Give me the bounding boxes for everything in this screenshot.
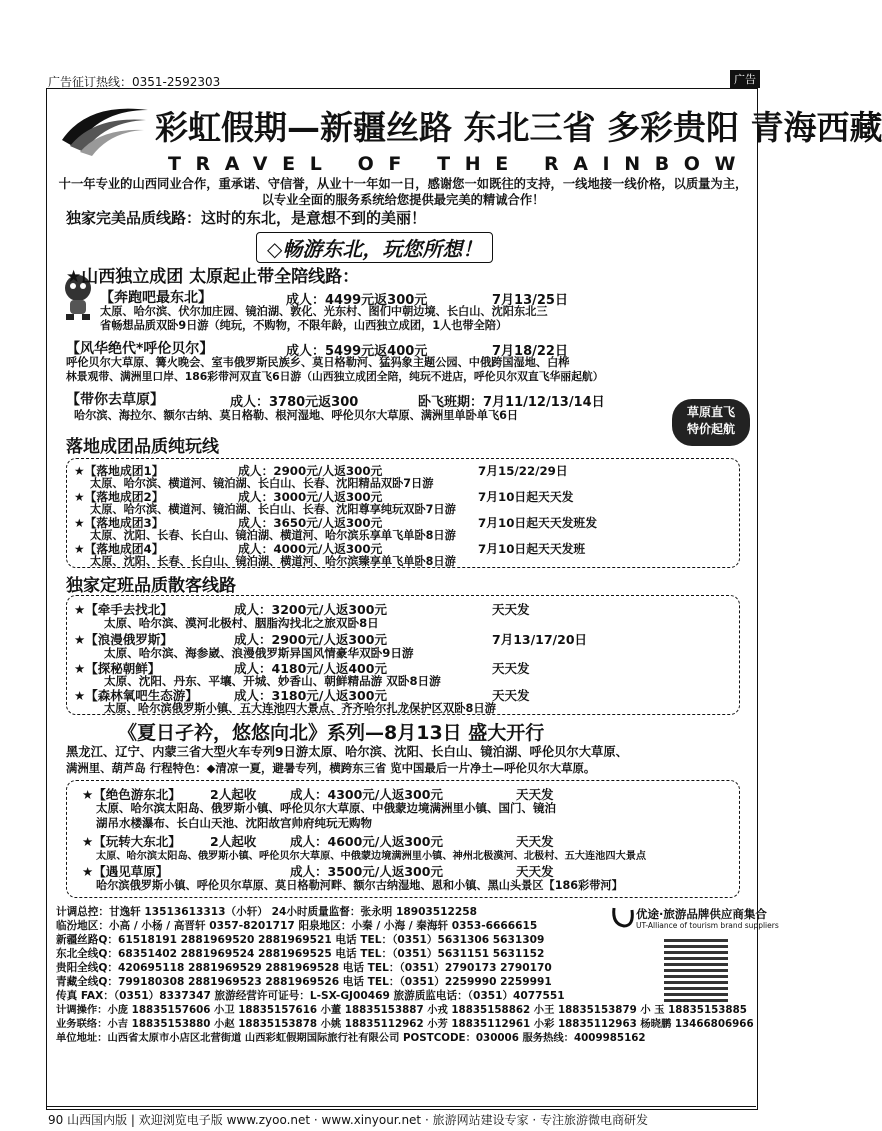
section-fixed-departure: 独家定班品质散客线路 <box>66 576 236 596</box>
contact-line: 计调总控：甘逸轩 13513613313（小轩） 24小时质量监督：张永明 18903512258 <box>56 906 478 918</box>
group-item-date: 天天发 <box>492 661 530 676</box>
group-item-name: ★【牵手去找北】 <box>74 602 173 617</box>
ad-hotline: 广告征订热线：0351-2592303 <box>48 75 221 89</box>
train-desc: 黑龙江、辽宁、内蒙三省大型火车专列9日游太原、哈尔滨、沈阳、长白山、镜泊湖、呼伦贝尔大草原、 <box>66 745 628 759</box>
product-date: 7月13/25日 <box>492 293 568 308</box>
section-summer-train: 《夏日孑衿，悠悠向北》系列—8月13日 盛大开行 <box>118 722 545 744</box>
group-item-price: 成人：3000元/人返300元 <box>238 490 383 504</box>
product-name: 【风华绝代*呼伦贝尔】 <box>66 341 214 357</box>
train-desc: 满洲里、葫芦岛 行程特色：◆清凉一夏，避暑专列，横跨东三省 览中国最后一片净土—呼伦贝尔大草原。 <box>66 761 596 775</box>
ut-alliance-logo-icon <box>610 904 636 930</box>
group-item-name: ★【浪漫俄罗斯】 <box>74 632 173 647</box>
group-item-price: 成人：4600元/人返300元 <box>290 834 443 849</box>
brand-subtitle: UT-Alliance of tourism brand suppliers <box>636 921 779 930</box>
group-item-desc: 太原、哈尔滨、漠河北极村、胭脂沟找北之旅双卧8日 <box>104 616 379 630</box>
group-item-date: 天天发 <box>516 864 554 879</box>
product-date: 7月18/22日 <box>492 344 568 359</box>
contact-line: 贵阳全线Q：420695118 2881969529 2881969528 电话 TEL：（0351）2790173 2790170 <box>56 962 552 974</box>
group-item-date: 7月13/17/20日 <box>492 632 588 647</box>
product-desc: 哈尔滨、海拉尔、额尔古纳、莫日格勒、根河湿地、呼伦贝尔大草原、满洲里单卧单飞6日 <box>74 409 519 422</box>
group-item-price: 成人：3200元/人返300元 <box>234 602 387 617</box>
slogan-enjoy: ◇畅游东北，玩您所想！ <box>256 232 493 263</box>
product-desc: 呼伦贝尔大草原、篝火晚会、室韦俄罗斯民族乡、莫日格勒河、猛犸象主题公园、中俄跨国湿地、白桦 <box>66 356 570 369</box>
group-item-note: 2人起收 <box>210 787 257 802</box>
group-item-price: 成人：2900元/人返300元 <box>234 632 387 647</box>
contact-line: 计调操作：小庞 18835157606 小卫 18835157616 小董 18835153887 小戎 18835158862 小王 18835153879 小 玉 18835153885 <box>56 1004 747 1016</box>
brand-name: 优途·旅游品牌供应商集合 <box>636 907 767 921</box>
group-item-price: 成人：3180元/人返300元 <box>234 688 387 703</box>
group-item-desc: 太原、哈尔滨、横道河、镜泊湖、长白山、长春、沈阳精品双卧7日游 <box>90 477 434 490</box>
group-item-price: 成人：3500元/人返300元 <box>290 864 443 879</box>
group-item-price: 成人：4300元/人返300元 <box>290 787 443 802</box>
group-item-desc: 哈尔滨俄罗斯小镇、呼伦贝尔草原、莫日格勒河畔、额尔古纳湿地、恩和小镇、黑山头景区【186彩带河】 <box>96 879 623 892</box>
intro-text: 十一年专业的山西同业合作，重承诺、守信誉，从业十一年如一日，感谢您一如既往的支持，一线地接一线价格，以质量为主，以专业全面的服务系统给您提供最完美的精诚合作！ <box>58 177 748 207</box>
product-desc: 太原、哈尔滨、伏尔加庄园、镜泊湖、敦化、光东村、图们中朝边境、长白山、沈阳东北三 <box>100 305 548 318</box>
group-item-price: 成人：2900元/人返300元 <box>238 464 383 478</box>
slogan-northeast: 独家完美品质线路：这时的东北，是意想不到的美丽！ <box>66 209 427 227</box>
rainbow-swoosh-logo <box>58 100 150 160</box>
ad-tag: 广告 <box>730 70 760 88</box>
group-item-desc: 太原、哈尔滨俄罗斯小镇、五大连池四大景点、齐齐哈尔扎龙保护区双卧8日游 <box>104 702 496 715</box>
group-item-desc: 太原、沈阳、长春、长白山、镜泊湖、横道河、哈尔滨臻享单飞单卧8日游 <box>90 555 456 568</box>
group-item-name: ★【森林氧吧生态游】 <box>74 688 198 703</box>
group-item-date: 天天发 <box>516 787 554 802</box>
contact-line: 新疆丝路Q：61518191 2881969520 2881969521 电话 TEL：（0351）5631306 5631309 <box>56 934 545 946</box>
product-name: 【奔跑吧最东北】 <box>100 290 212 306</box>
contact-line: 单位地址：山西省太原市小店区北营街道 山西彩虹假期国际旅行社有限公司 POSTCODE：030006 服务热线：4009985162 <box>56 1032 646 1044</box>
group-item-name: ★【落地成团4】 <box>74 542 164 556</box>
contact-line: 青藏全线Q：799180308 2881969523 2881969526 电话 TEL：（0351）2259990 2259991 <box>56 976 552 988</box>
group-item-price: 成人：4000元/人返300元 <box>238 542 383 556</box>
group-item-note: 2人起收 <box>210 834 257 849</box>
group-item-date: 7月15/22/29日 <box>478 464 568 478</box>
group-item-desc: 太原、哈尔滨太阳岛、俄罗斯小镇、呼伦贝尔大草原、中俄蒙边境满洲里小镇、神州北极漠河、北极村、五大连池四大景点 <box>96 851 647 862</box>
product-name: 【带你去草原】 <box>66 392 164 408</box>
product-price: 成人：4499元返300元 <box>286 293 428 308</box>
product-desc: 省畅想品质双卧9日游（纯玩，不购物，不限年龄，山西独立成团，1人也带全陪） <box>100 319 508 332</box>
group-item-name: ★【遇见草原】 <box>82 864 169 879</box>
group-item-date: 天天发 <box>492 602 530 617</box>
group-item-desc: 太原、沈阳、丹东、平壤、开城、妙香山、朝鲜精品游 双卧8日游 <box>104 674 441 688</box>
contact-line: 东北全线Q：68351402 2881969524 2881969525 电话 TEL：（0351）5631151 5631152 <box>56 948 545 960</box>
group-item-name: ★【绝色游东北】 <box>82 787 181 802</box>
travel-of-the-rainbow: TRAVEL OF THE RAINBOW <box>168 153 751 175</box>
headline-title: 彩虹假期—新疆丝路 东北三省 多彩贵阳 青海西藏 <box>155 108 882 147</box>
group-item-date: 天天发 <box>492 688 530 703</box>
group-item-price: 成人：3650元/人返300元 <box>238 516 383 530</box>
group-item-date: 7月10日起天天发班 <box>478 542 586 556</box>
footer-text: 90 山西国内版 | 欢迎浏览电子版 www.zyoo.net · www.xinyour.net · 旅游网站建设专家 · 专注旅游微电商研发 <box>48 1113 649 1127</box>
section-independent-group: ★山西独立成团 太原起止带全陪线路： <box>66 267 360 287</box>
group-item-name: ★【落地成团1】 <box>74 464 164 478</box>
contact-line: 传真 FAX：（0351）8337347 旅游经营许可证号：L-SX-GJ00469 旅游质监电话：（0351）4077551 <box>56 990 565 1002</box>
grassland-flight-bubble: 草原直飞 特价起航 <box>672 399 750 446</box>
product-date: 卧飞班期：7月11/12/13/14日 <box>418 395 605 410</box>
group-item-desc: 太原、哈尔滨、海参崴、浪漫俄罗斯异国风情豪华双卧9日游 <box>104 646 414 660</box>
section-local-group: 落地成团品质纯玩线 <box>66 437 219 457</box>
group-item-price: 成人：4180元/人返400元 <box>234 661 387 676</box>
product-desc: 林景观带、满洲里口岸、186彩带河双直飞6日游（山西独立成团全陪，纯玩不进店，呼伦贝尔双直飞华丽起航） <box>66 370 604 383</box>
group-item-date: 7月10日起天天发班发 <box>478 516 598 530</box>
group-item-name: ★【落地成团3】 <box>74 516 164 530</box>
product-price: 成人：3780元返300 <box>230 395 359 410</box>
group-item-desc: 太原、哈尔滨、横道河、镜泊湖、长白山、长春、沈阳尊享纯玩双卧7日游 <box>90 503 456 516</box>
group-item-name: ★【玩转大东北】 <box>82 834 181 849</box>
group-item-name: ★【落地成团2】 <box>74 490 164 504</box>
group-item-desc: 太原、沈阳、长春、长白山、镜泊湖、横道河、哈尔滨乐享单飞单卧8日游 <box>90 529 456 542</box>
product-price: 成人：5499元返400元 <box>286 344 428 359</box>
group-item-desc: 太原、哈尔滨太阳岛、俄罗斯小镇、呼伦贝尔大草原、中俄蒙边境满洲里小镇、国门、镜泊 <box>96 801 556 815</box>
footer-divider <box>46 1106 756 1107</box>
group-item-name: ★【探秘朝鲜】 <box>74 661 161 676</box>
contact-line: 临汾地区：小高 / 小杨 / 高晋轩 0357-8201717 阳泉地区：小秦 / 小海 / 秦海轩 0353-6666615 <box>56 920 538 932</box>
group-item-date: 天天发 <box>516 834 554 849</box>
group-item-desc: 湖吊水楼瀑布、长白山天池、沈阳故宫帅府纯玩无购物 <box>96 816 372 830</box>
qr-code[interactable] <box>664 938 728 1002</box>
group-item-date: 7月10日起天天发 <box>478 490 574 504</box>
contact-line: 业务联络：小吉 18835153880 小赵 18835153878 小姚 18835112962 小芳 18835112961 小彩 18835112963 杨晓鹏 13466806966 <box>56 1018 754 1030</box>
